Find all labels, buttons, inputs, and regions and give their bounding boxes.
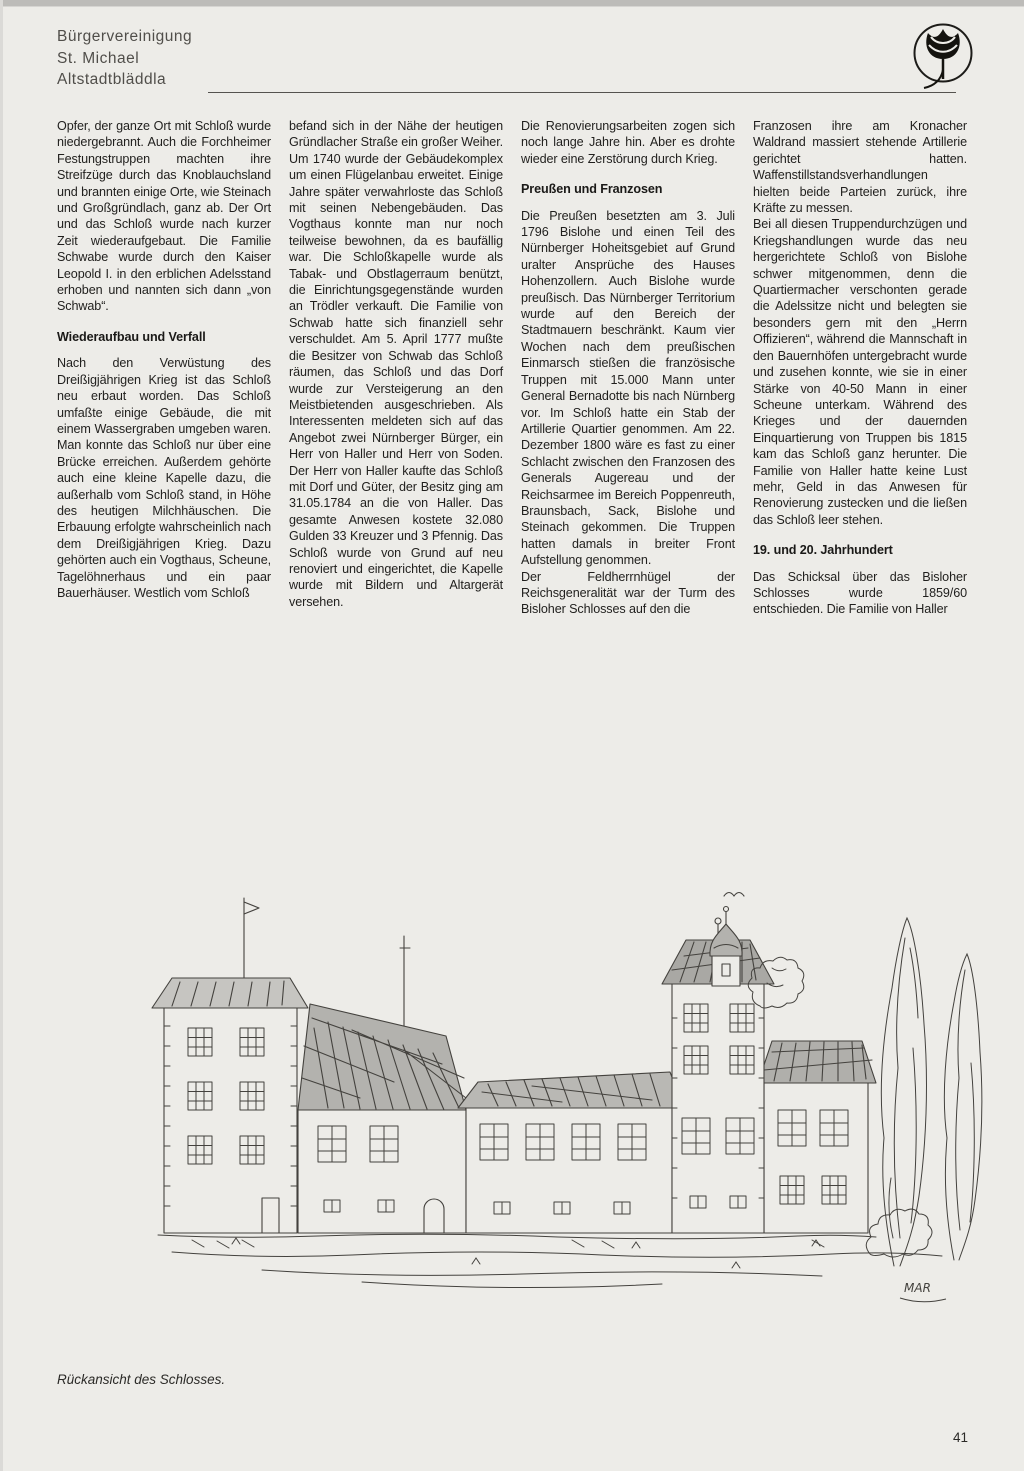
paragraph: Franzosen ihre am Kronacher Waldrand massiert stehende Artillerie gerichtet hatten. Waffenstillstandsverhandlungen hielten beide Parteien zurück, ihre Kräfte zu messen.	[753, 119, 967, 216]
onion-dome-turret	[710, 907, 742, 987]
paragraph: Nach den Verwüstung des Dreißigjährigen Krieg ist das Schloß neu erbaut worden. Das Schloß umfaßte einige Gebäude, die mit einem Wassergraben umgeben waren. Man konnte das Schloß nur über eine Brücke erreichen. Außerdem gehörte auch eine kleine Kapelle dazu, die außerhalb vom Schloß stand, in Höhe des heutigen Milchhäuschen. Die Erbauung erfolgte wahrscheinlich nach dem Dreißigjährigen Krieg. Dazu gehörten auch ein Vogthaus, Scheune, Tagelöhnerhaus und ein paar Bauerhäuser. Westlich vom Schloß	[57, 356, 271, 600]
article-columns	[57, 118, 967, 632]
masthead-org: Bürgervereinigung	[57, 28, 193, 45]
masthead-title: Altstadtbläddla	[57, 71, 167, 88]
paragraph: Das Schicksal über das Bisloher Schlosses wurde 1859/60 entschieden. Die Familie von Haller	[753, 569, 967, 617]
bird-mark	[724, 893, 744, 897]
scan-edge-top	[0, 0, 1024, 7]
paragraph: Die Renovierungsarbeiten zogen sich noch lange Jahre hin. Aber es drohte wieder eine Zerstörung durch Krieg.	[521, 119, 735, 166]
paragraph: Bei all diesen Truppendurchzügen und Kriegshandlungen wurde das neu hergerichtete Schloß von Bislohe schwer mitgenommen, denn die Quartiermacher verschonten gerade die Adelssitze nicht und belegten sie besonders gern mit den „Herrn Offizieren“, während die Mannschaft in den Bauernhöfen untergebracht wurde und zusehen konnte, wie sie in einer Stärke von 40-50 Mann in einer Scheune unterkam. Während des Krieges und der dauernden Einquartierung von Truppen bis 1815 kam das Schloß ganz herunter. Die Familie von Haller hatte keine Lust mehr, Geld in das Anwesen für Renovierung zustecken und die ließen das Schloß leer stehen.	[753, 217, 967, 527]
paragraph: befand sich in der Nähe der heutigen Gründlacher Straße ein großer Weiher. Um 1740 wurde der Gebäudekomplex um einen Flügelanbau erweitet. Einige Jahre später verwahrloste das Schloß mit seinen Nebengebäuden. Das Vogthaus konnte man nur noch teilweise bewohnen, da es baufällig war. Die Schloßkapelle wurde als Tabak- und Obstlagerraum benützt, die Einrichtungsgegenstände wurden an Trödler verkauft. Die Familie von Schwab hatte sich finanziell sehr verschuldet. Am 5. April 1777 mußte die Besitzer von Schwab das Schloß räumen, das Schloß und das Dorf wurde zur Versteigerung an den Meistbietenden ausgeschrieben. Als Interessenten meldeten sich auf das Angebot zwei Nürnberger Bürger, ein Herr von Haller und Herr von Soden. Der Herr von Haller kaufte das Schloß mit Dorf und Güter, der Besitz ging am 31.05.1784 an die von Haller. Das gesamte Anwesen kostete 32.080 Gulden 33 Kreuzer und 3 Pfennig. Das Schloß wurde von Grund auf neu renoviert und eingerichtet, die Kapelle wurde mit Bildern und Altargerät versehen.	[289, 119, 503, 609]
st-michael-logo-icon	[910, 22, 976, 105]
ground-hatching	[158, 1234, 942, 1287]
artist-signature: MAR	[904, 1281, 931, 1295]
paragraph: Die Preußen besetzten am 3. Juli 1796 Bislohe und einen Teil des Nürnberger Hoheitsgebiet auf Grund uralter Ansprüche des Hauses Hohenzollern. Auch Bislohe wurde preußisch. Das Nürnberger Territorium wurde auf den Bereich der Stadtmauern beschränkt. Kaum vier Wochen nach dem preußischen Einmarsch stießen die französische Truppen mit 15.000 Mann unter General Bernadotte bis nach Nürnberg vor. Im Schloß hatte ein Stab der Artillerie Quartier genommen. Am 22. Dezember 1800 wäre es fast zu einer Schlacht zwischen den Franzosen des Generals Augereau und der Reichsarmee im Bereich Poppenreuth, Braunsbach, Sack, Bislohe und Steinach gekommen. Die Truppen hatten damals in breiter Front Aufstellung genommen.	[521, 208, 735, 568]
castle-illustration	[112, 878, 997, 1353]
column-4	[753, 118, 967, 632]
section-heading: 19. und 20. Jahrhundert	[753, 543, 893, 558]
illustration-caption: Rückansicht des Schlosses.	[57, 1372, 226, 1387]
column-3	[521, 118, 735, 632]
page-number: 41	[952, 1430, 968, 1445]
masthead-parish: St. Michael	[57, 49, 140, 67]
masthead-rule	[208, 92, 956, 93]
scan-edge-left	[0, 0, 3, 1471]
signature-flourish	[900, 1298, 946, 1302]
column-2	[289, 118, 503, 632]
section-heading: Preußen und Franzosen	[521, 182, 663, 197]
castle-building-sketch	[152, 893, 876, 1234]
paragraph: Der Feldherrnhügel der Reichsgeneralität war der Turm des Bisloher Schlosses auf den die	[521, 569, 735, 617]
section-heading: Wiederaufbau und Verfall	[57, 329, 206, 344]
column-1	[57, 118, 271, 632]
paragraph: Opfer, der ganze Ort mit Schloß wurde niedergebrannt. Auch die Forchheimer Festungstruppen machten ihre Streifzüge durch das Knoblauchsland und brannten einige Orte, wie Steinach und Großgründlach, ganz ab. Der Ort und das Schloß wurde nach kurzer Zeit wiederaufgebaut. Die Familie Schwabe wurde durch den Kaiser Leopold I. in den erblichen Adelsstand erhoben und nannten sich dann „von Schwab“.	[57, 119, 271, 314]
masthead	[57, 26, 192, 91]
